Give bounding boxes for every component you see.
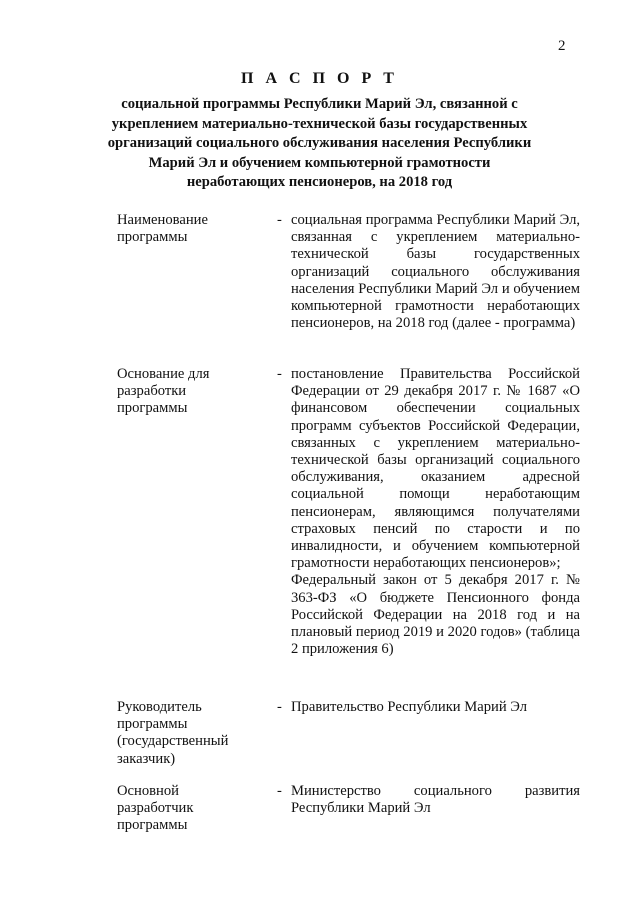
page-number: 2 [558,38,566,54]
row-label-head: Руководитель программы (государственный заказчик) [117,699,229,767]
row-value-basis [291,366,580,658]
row-dash: - [277,366,282,382]
document-subtitle: социальной программы Республики Марий Эл, связанной с укреплением материально-технической базы государственных организаций социального обслуживания населения Республики Марий Эл и обучением компьютерной грамотности неработающих пенсионеров, на 2018 год [107,96,532,190]
row-value-paragraph: социальная программа Республики Марий Эл, связанная с укреплением материально-технической базы государственных организаций социального обслуживания населения Республики Марий Эл и обучением компьютерной грамотности неработающих пенсионеров, на 2018 год (далее - программа) [291,212,580,332]
row-value-paragraph: Министерство социального развития Республики Марий Эл [291,783,580,817]
row-label-developer: Основной разработчик программы [117,783,194,834]
row-dash: - [277,699,282,715]
row-label-name: Наименование программы [117,212,208,246]
row-value-name [291,212,580,332]
document-title: П А С П О Р Т [241,70,398,87]
row-value-paragraph: постановление Правительства Российской Федерации от 29 декабря 2017 г. № 1687 «О финансовом обеспечении социальных программ субъектов Российской Федерации, связанных с укреплением материально-технической базы организаций социального обслуживания, оказанием адресной социальной помощи неработающим пенсионерам, являющимся получателями страховых пенсий по старости и по инвалидности, и обучением компьютерной грамотности неработающих пенсионеров»; [291,366,580,572]
row-dash: - [277,783,282,799]
row-value-paragraph: Федеральный закон от 5 декабря 2017 г. № 363-ФЗ «О бюджете Пенсионного фонда Российской Федерации на 2018 год и на плановый период 2019 и 2020 годов» (таблица 2 приложения 6) [291,572,580,658]
row-value-head [291,699,580,716]
row-label-basis: Основание для разработки программы [117,366,210,417]
row-value-developer [291,783,580,817]
row-value-paragraph: Правительство Республики Марий Эл [291,699,528,715]
row-dash: - [277,212,282,228]
